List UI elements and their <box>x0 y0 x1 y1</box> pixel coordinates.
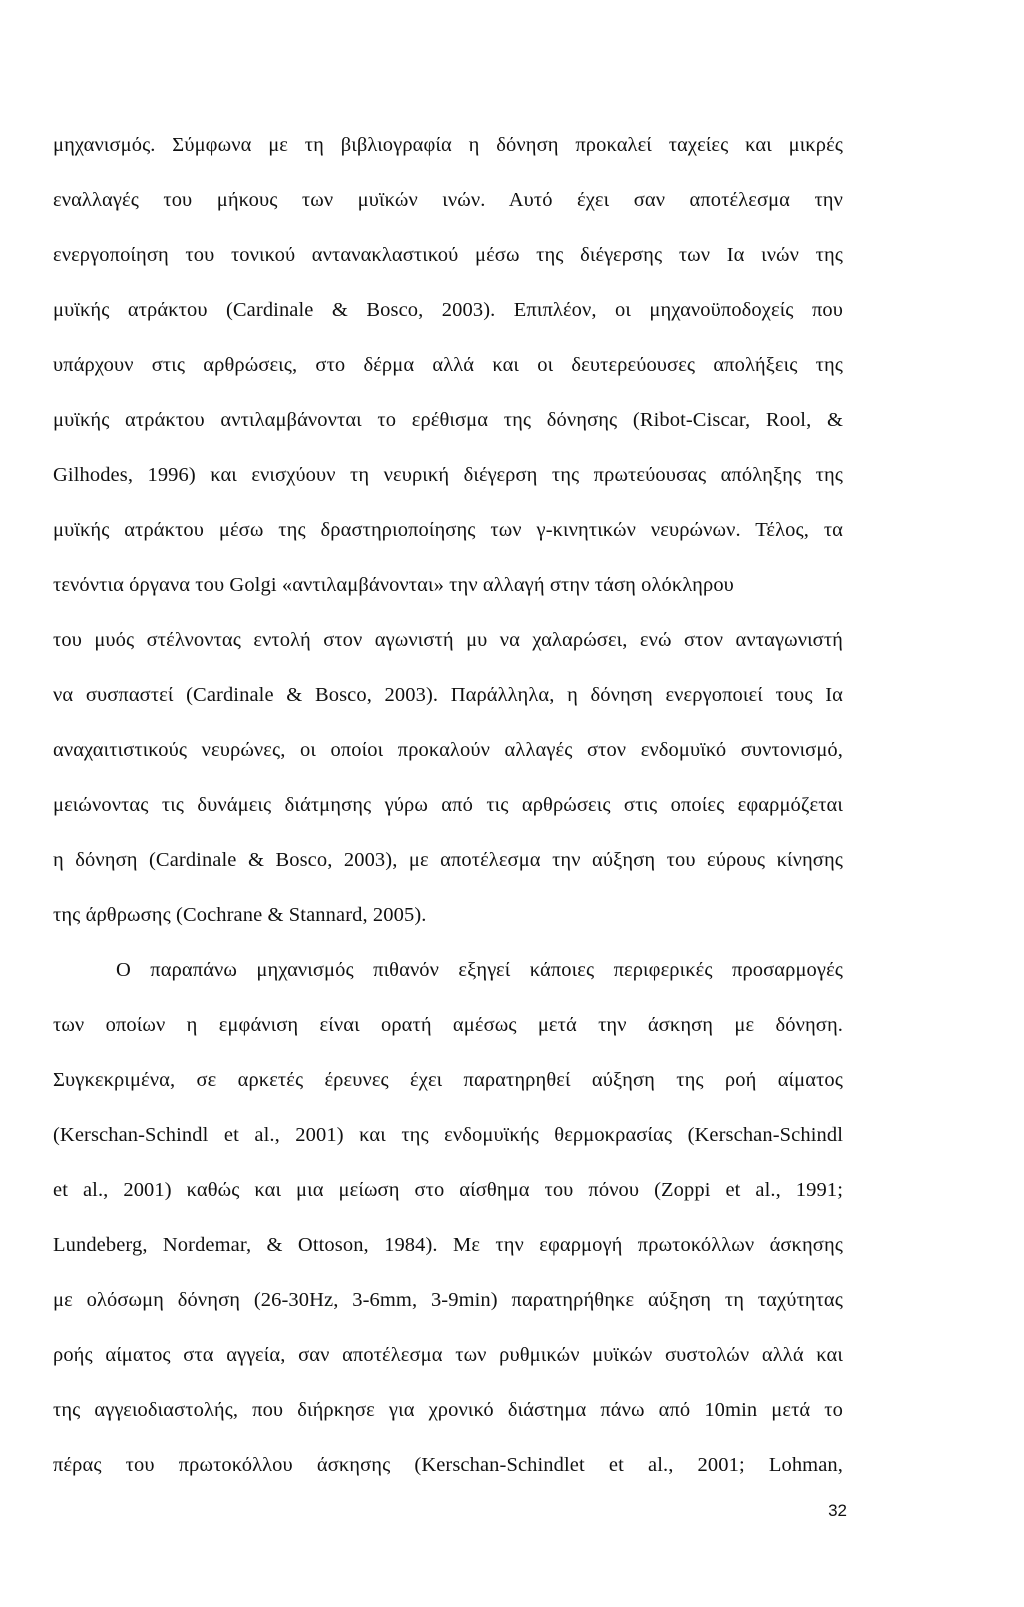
text-line: Gilhodes, 1996) και ενισχύουν τη νευρική διέγερση της πρωτεύουσας απόληξης της <box>53 464 843 486</box>
text-line: υπάρχουν στις αρθρώσεις, στο δέρμα αλλά και οι δευτερεύουσες απολήξεις της <box>53 354 843 376</box>
text-line: τενόντια όργανα του Golgi «αντιλαμβάνονται» την αλλαγή στην τάση ολόκληρου <box>53 574 734 596</box>
text-line: των οποίων η εμφάνιση είναι ορατή αμέσως μετά την άσκηση με δόνηση. <box>53 1014 843 1036</box>
text-line: μυϊκής ατράκτου αντιλαμβάνονται το ερέθισμα της δόνησης (Ribot-Ciscar, Rool, & <box>53 409 843 431</box>
text-line: εναλλαγές του μήκους των μυϊκών ινών. Αυτό έχει σαν αποτέλεσμα την <box>53 189 843 211</box>
text-line: η δόνηση (Cardinale & Bosco, 2003), με αποτέλεσμα την αύξηση του εύρους κίνησης <box>53 849 843 871</box>
page-number: 32 <box>828 1501 847 1520</box>
text-line: της αγγειοδιαστολής, που διήρκησε για χρονικό διάστημα πάνω από 10min μετά το <box>53 1399 843 1421</box>
text-line: μυϊκής ατράκτου μέσω της δραστηριοποίησης των γ-κινητικών νευρώνων. Τέλος, τα <box>53 519 843 541</box>
paragraph-first-line: Ο παραπάνω μηχανισμός πιθανόν εξηγεί κάποιες περιφερικές προσαρμογές <box>116 959 843 981</box>
text-line: ροής αίματος στα αγγεία, σαν αποτέλεσμα των ρυθμικών μυϊκών συστολών αλλά και <box>53 1344 843 1366</box>
text-line: μειώνοντας τις δυνάμεις διάτμησης γύρω από τις αρθρώσεις στις οποίες εφαρμόζεται <box>53 794 843 816</box>
text-line: μυϊκής ατράκτου (Cardinale & Bosco, 2003). Επιπλέον, οι μηχανοϋποδοχείς που <box>53 299 843 321</box>
text-line: του μυός στέλνοντας εντολή στον αγωνιστή μυ να χαλαρώσει, ενώ στον ανταγωνιστή <box>53 629 843 651</box>
text-line: (Kerschan-Schindl et al., 2001) και της ενδομυϊκής θερμοκρασίας (Kerschan-Schindl <box>53 1124 843 1146</box>
text-line: να συσπαστεί (Cardinale & Bosco, 2003). Παράλληλα, η δόνηση ενεργοποιεί τους Ια <box>53 684 843 706</box>
text-line: πέρας του πρωτοκόλλου άσκησης (Kerschan-Schindlet et al., 2001; Lohman, <box>53 1454 843 1476</box>
text-line: με ολόσωμη δόνηση (26-30Hz, 3-6mm, 3-9min) παρατηρήθηκε αύξηση τη ταχύτητας <box>53 1289 843 1311</box>
text-line: μηχανισμός. Σύμφωνα με τη βιβλιογραφία η δόνηση προκαλεί ταχείες και μικρές <box>53 134 843 156</box>
text-line: Lundeberg, Nordemar, & Ottoson, 1984). Με την εφαρμογή πρωτοκόλλων άσκησης <box>53 1234 843 1256</box>
text-line: αναχαιτιστικούς νευρώνες, οι οποίοι προκαλούν αλλαγές στον ενδομυϊκό συντονισμό, <box>53 739 843 761</box>
text-line: ενεργοποίηση του τονικού αντανακλαστικού μέσω της διέγερσης των Ια ινών της <box>53 244 843 266</box>
text-line: et al., 2001) καθώς και μια μείωση στο αίσθημα του πόνου (Zoppi et al., 1991; <box>53 1179 843 1201</box>
paragraph-end-line: της άρθρωσης (Cochrane & Stannard, 2005). <box>53 904 427 926</box>
text-line: Συγκεκριμένα, σε αρκετές έρευνες έχει παρατηρηθεί αύξηση της ροή αίματος <box>53 1069 843 1091</box>
